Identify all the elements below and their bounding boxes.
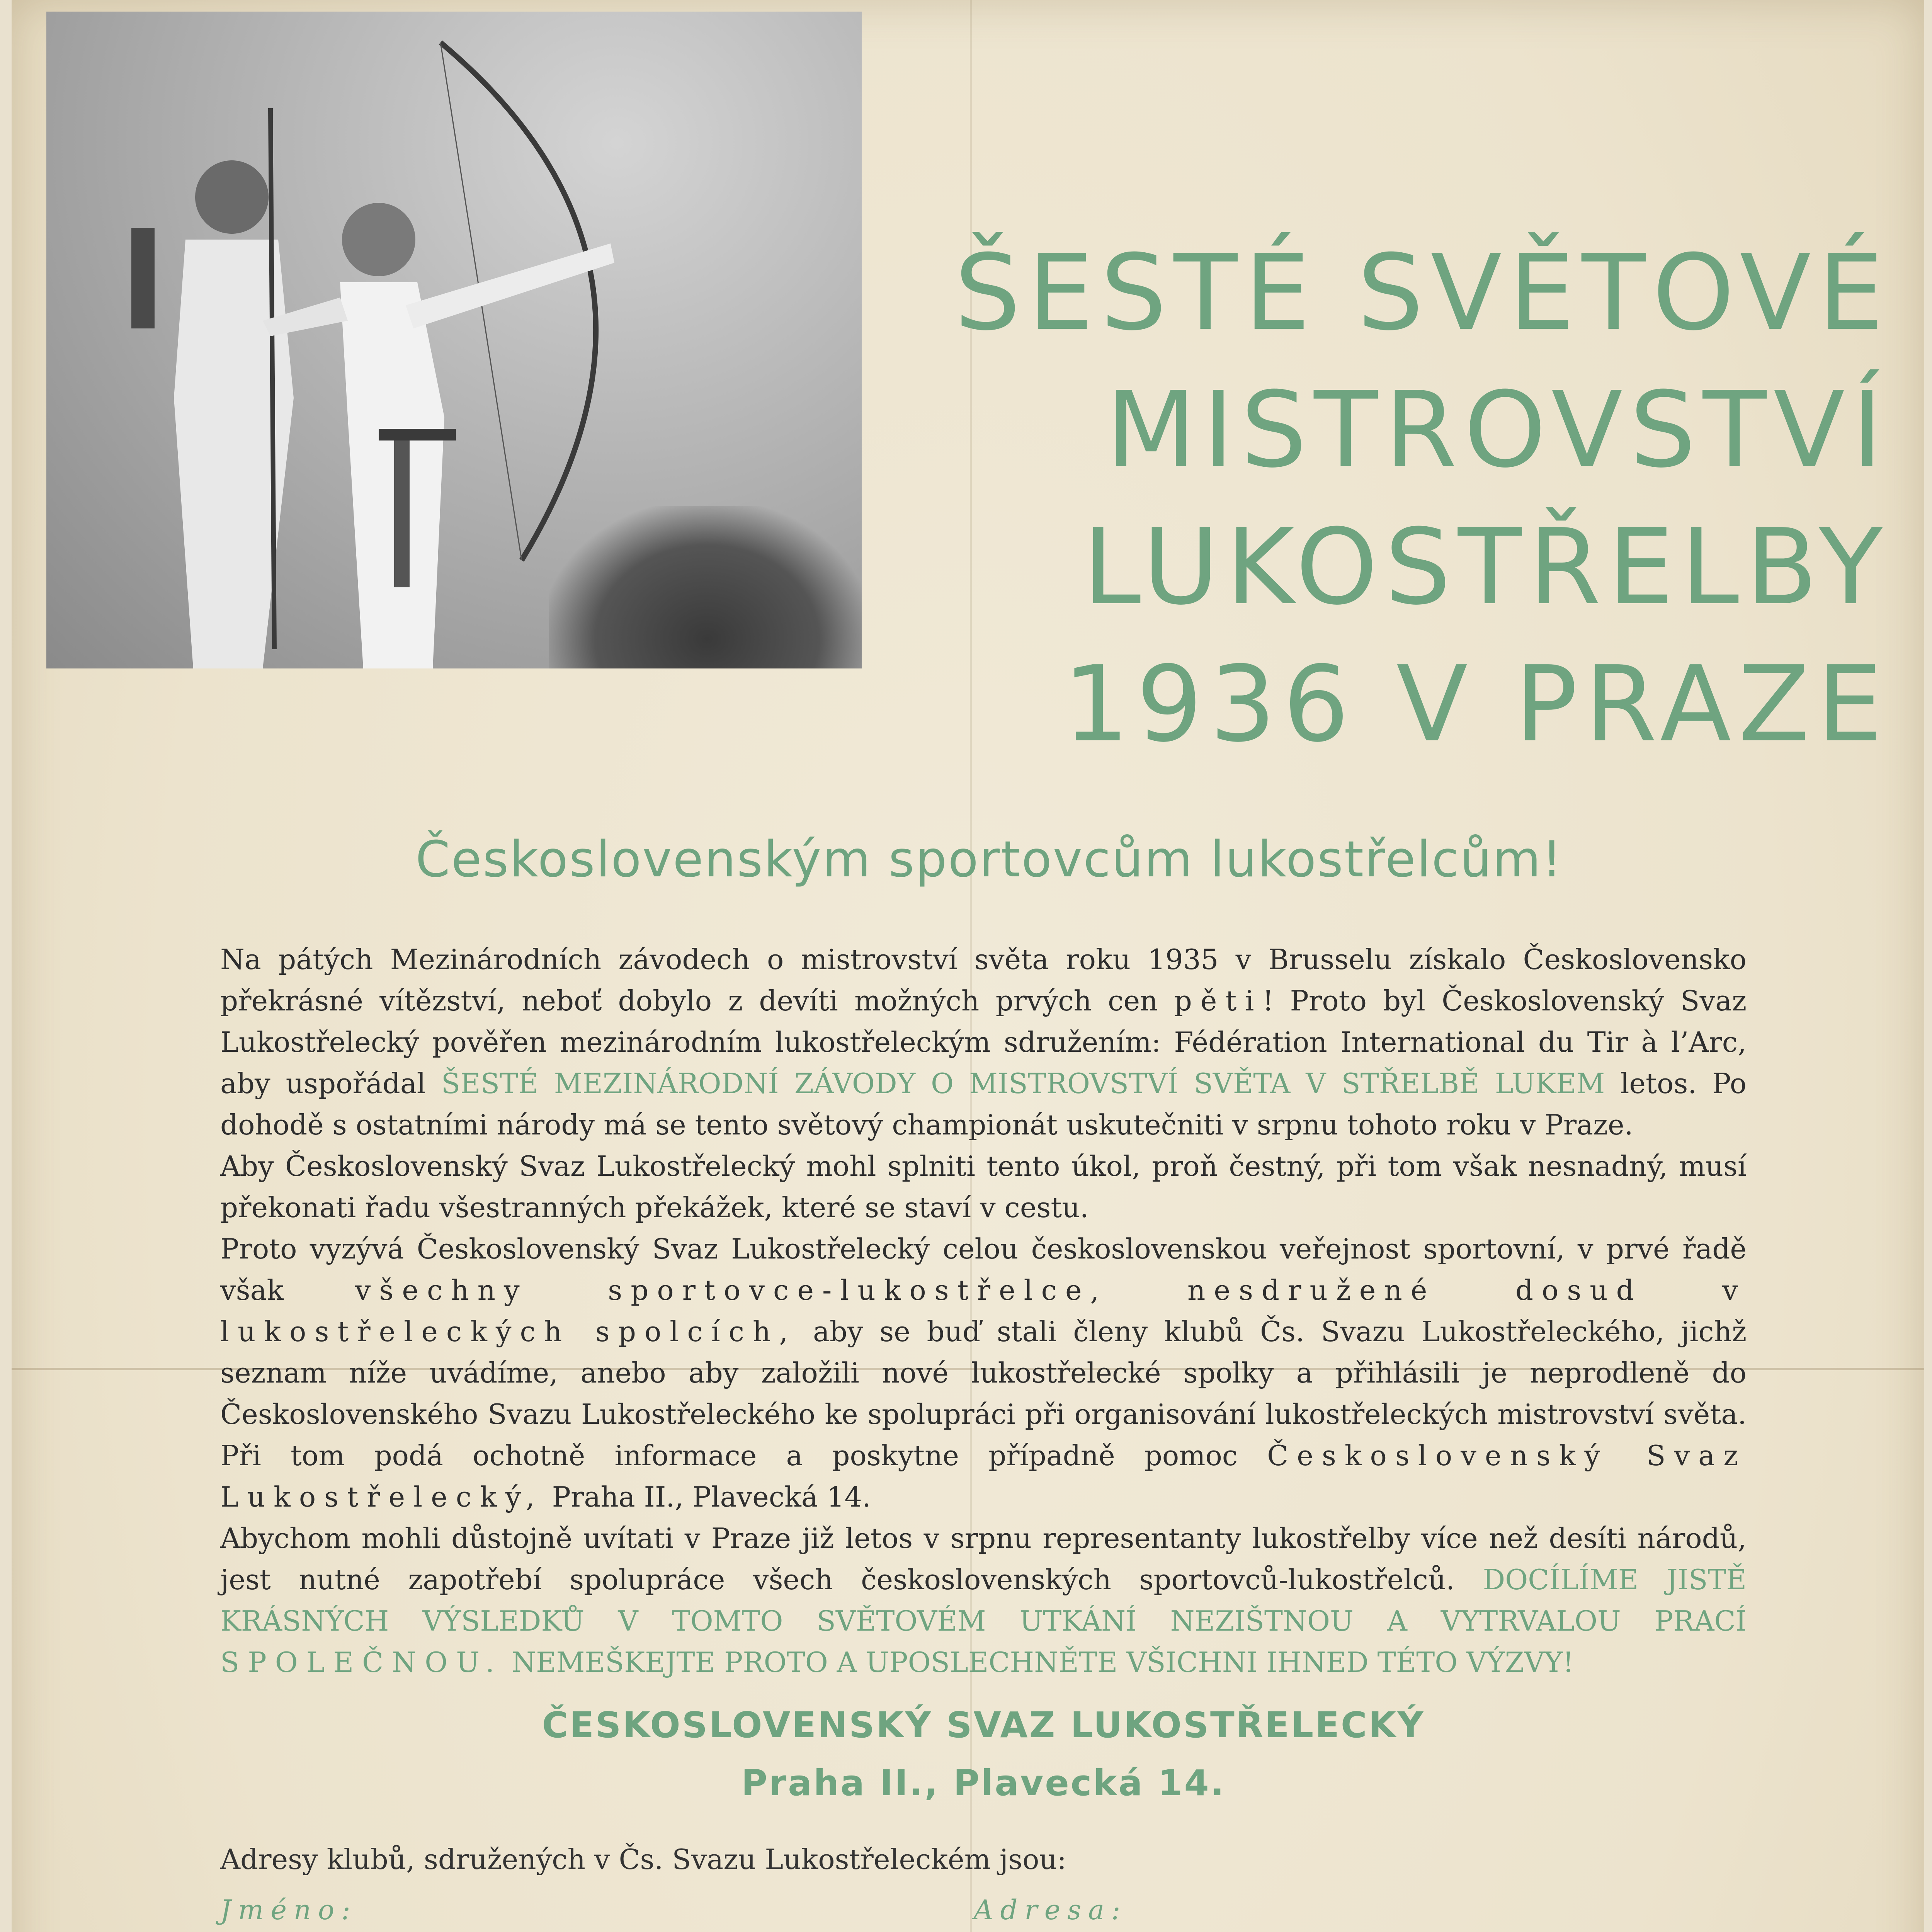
clubs-intro: Adresy klubů, sdružených v Čs. Svazu Lukostřeleckém jsou: (220, 1843, 1067, 1876)
clubs-name-column (220, 1889, 954, 1932)
poster-title (954, 224, 1889, 773)
clubs-address-column (974, 1889, 1747, 1932)
organization-name: ČESKOSLOVENSKÝ SVAZ LUKOSTŘELECKÝ (542, 1704, 1425, 1746)
archers-illustration (46, 12, 862, 668)
appeal-body (220, 939, 1747, 1683)
title-line: MISTROVSTVÍ (1106, 369, 1889, 491)
paragraph: Aby Československý Svaz Lukostřelecký mohl splniti tento úkol, proň čestný, při tom však nesnadný, musí překonati řadu všestranných překážek, které se staví v cestu. (220, 1150, 1747, 1224)
paragraph: Abychom mohli důstojně uvítati v Praze již letos v srpnu representanty lukostřelby více než desíti národů, jest nutné zapotřebí spolupráce všech československých sportovců-lukostřelců. DOCÍLÍME JISTĚ KRÁSNÝCH VÝSLEDKŮ V TOMTO SVĚTOVÉM UTKÁNÍ NEZIŠTNOU A VYTRVALOU PRACÍ SPOLEČNOU. NEMEŠKEJTE PROTO A UPOSLECHNĚTE VŠICHNI IHNED TÉTO VÝZVY! (220, 1522, 1747, 1679)
paragraph: Proto vyzývá Československý Svaz Lukostřelecký celou československou veřejnost sportovní, v prvé řadě však všechny sportovce-lukostřelce, nesdružené dosud v lukostřeleckých spolcích, aby se buď stali členy klubů Čs. Svazu Lukostřeleckého, jichž seznam níže uvádíme, anebo aby založili nové lukostřelecké spolky a přihlásili je neprodleně do Československého Svazu Lukostřeleckého ke spolupráci při organisování lukostřeleckých mistrovství světa. Při tom podá ochotně informace a poskytne případně pomoc Československý Svaz Lukostřelecký, Praha II., Plavecká 14. (220, 1233, 1747, 1513)
organization-block (220, 1696, 1747, 1812)
title-line: LUKOSTŘELBY (1083, 506, 1889, 628)
organization-address: Praha II., Plavecká 14. (741, 1762, 1226, 1804)
archers-photo (46, 12, 862, 668)
name-column-header: Jméno: (220, 1894, 357, 1926)
title-line: ŠESTÉ SVĚTOVÉ (954, 232, 1891, 354)
appeal-heading: Československým sportovcům lukostřelcům! (415, 831, 1563, 888)
paragraph: Na pátých Mezinárodních závodech o mistrovství světa roku 1935 v Brusselu získalo Československo překrásné vítězství, neboť dobylo z devíti možných prvých cen pěti! Proto byl Československý Svaz Lukostřelecký pověřen mezinárodním lukostřeleckým sdružením: Fédération International du Tir à l’Arc, aby uspořádal ŠESTÉ MEZINÁRODNÍ ZÁVODY O MISTROVSTVÍ SVĚTA V STŘELBĚ LUKEM letos. Po dohodě s ostatními národy má se tento světový championát uskutečniti v srpnu tohoto roku v Praze. (220, 943, 1747, 1141)
title-line: 1936 V PRAZE (1063, 643, 1889, 765)
address-column-header: Adresa: (974, 1894, 1128, 1926)
